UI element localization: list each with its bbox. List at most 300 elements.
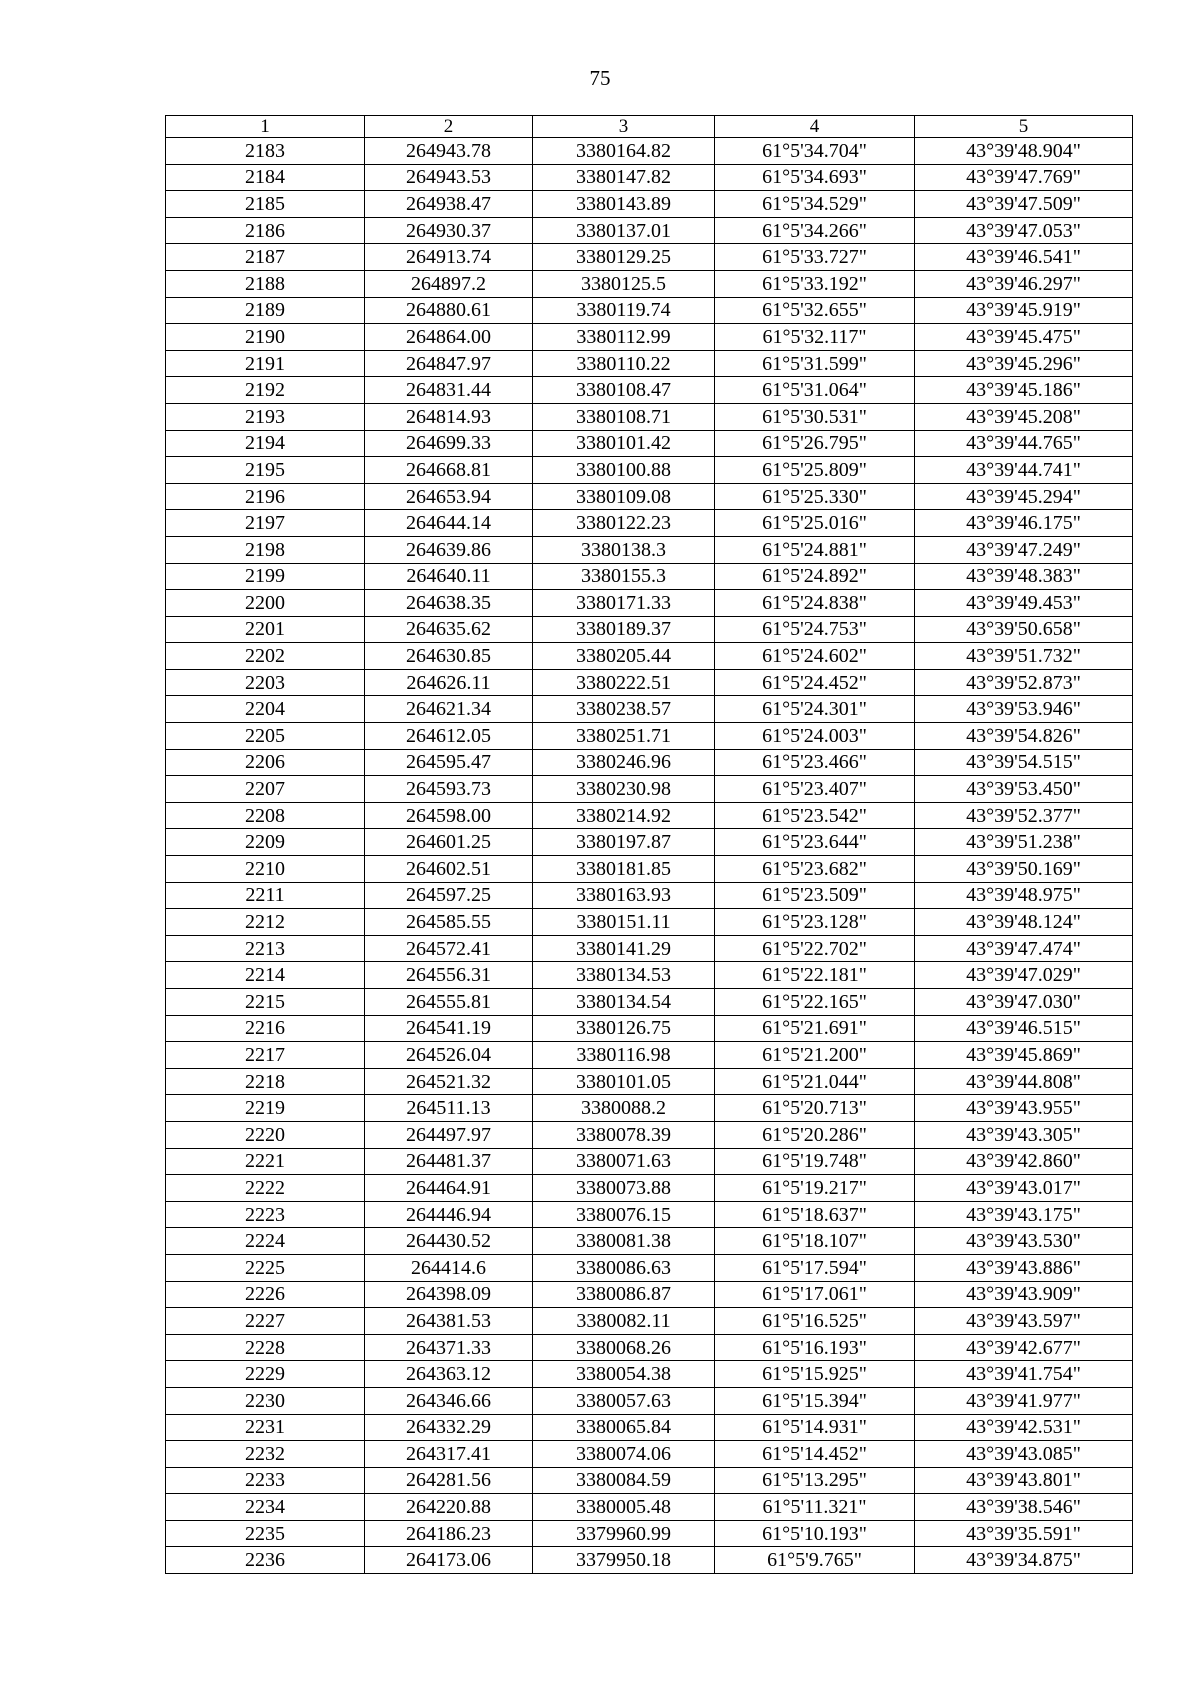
y-coordinate-cell: 3380119.74 <box>533 297 715 324</box>
y-coordinate-cell: 3380086.63 <box>533 1254 715 1281</box>
latitude-cell: 43°39'48.383" <box>915 563 1133 590</box>
point-number-cell: 2195 <box>166 457 365 484</box>
y-coordinate-cell: 3380181.85 <box>533 856 715 883</box>
latitude-cell: 43°39'43.801" <box>915 1467 1133 1494</box>
longitude-cell: 61°5'22.181" <box>715 962 915 989</box>
y-coordinate-cell: 3380088.2 <box>533 1095 715 1122</box>
table-row <box>166 164 1133 191</box>
point-number-cell: 2185 <box>166 191 365 218</box>
latitude-cell: 43°39'43.909" <box>915 1281 1133 1308</box>
point-number-cell: 2205 <box>166 723 365 750</box>
point-number-cell: 2191 <box>166 350 365 377</box>
table-row <box>166 802 1133 829</box>
column-header-5: 5 <box>915 116 1133 138</box>
x-coordinate-cell: 264446.94 <box>365 1201 533 1228</box>
latitude-cell: 43°39'48.124" <box>915 909 1133 936</box>
x-coordinate-cell: 264317.41 <box>365 1441 533 1468</box>
latitude-cell: 43°39'47.053" <box>915 217 1133 244</box>
y-coordinate-cell: 3380054.38 <box>533 1361 715 1388</box>
longitude-cell: 61°5'22.165" <box>715 989 915 1016</box>
point-number-cell: 2214 <box>166 962 365 989</box>
point-number-cell: 2213 <box>166 935 365 962</box>
y-coordinate-cell: 3380057.63 <box>533 1387 715 1414</box>
y-coordinate-cell: 3380084.59 <box>533 1467 715 1494</box>
y-coordinate-cell: 3380251.71 <box>533 723 715 750</box>
longitude-cell: 61°5'20.286" <box>715 1121 915 1148</box>
latitude-cell: 43°39'49.453" <box>915 590 1133 617</box>
table-row <box>166 909 1133 936</box>
longitude-cell: 61°5'31.599" <box>715 350 915 377</box>
x-coordinate-cell: 264555.81 <box>365 989 533 1016</box>
point-number-cell: 2194 <box>166 430 365 457</box>
y-coordinate-cell: 3380109.08 <box>533 483 715 510</box>
point-number-cell: 2210 <box>166 856 365 883</box>
x-coordinate-cell: 264526.04 <box>365 1042 533 1069</box>
latitude-cell: 43°39'45.919" <box>915 297 1133 324</box>
table-row <box>166 191 1133 218</box>
point-number-cell: 2217 <box>166 1042 365 1069</box>
longitude-cell: 61°5'24.452" <box>715 669 915 696</box>
x-coordinate-cell: 264597.25 <box>365 882 533 909</box>
table-row <box>166 217 1133 244</box>
latitude-cell: 43°39'44.741" <box>915 457 1133 484</box>
table-row <box>166 1281 1133 1308</box>
x-coordinate-cell: 264464.91 <box>365 1175 533 1202</box>
point-number-cell: 2192 <box>166 377 365 404</box>
longitude-cell: 61°5'33.727" <box>715 244 915 271</box>
y-coordinate-cell: 3380155.3 <box>533 563 715 590</box>
latitude-cell: 43°39'43.017" <box>915 1175 1133 1202</box>
table-row <box>166 430 1133 457</box>
latitude-cell: 43°39'34.875" <box>915 1547 1133 1574</box>
table-row <box>166 696 1133 723</box>
y-coordinate-cell: 3380238.57 <box>533 696 715 723</box>
point-number-cell: 2225 <box>166 1254 365 1281</box>
longitude-cell: 61°5'22.702" <box>715 935 915 962</box>
y-coordinate-cell: 3380116.98 <box>533 1042 715 1069</box>
latitude-cell: 43°39'51.238" <box>915 829 1133 856</box>
longitude-cell: 61°5'14.931" <box>715 1414 915 1441</box>
longitude-cell: 61°5'34.266" <box>715 217 915 244</box>
longitude-cell: 61°5'11.321" <box>715 1494 915 1521</box>
y-coordinate-cell: 3380108.71 <box>533 403 715 430</box>
y-coordinate-cell: 3380068.26 <box>533 1334 715 1361</box>
x-coordinate-cell: 264938.47 <box>365 191 533 218</box>
longitude-cell: 61°5'16.525" <box>715 1308 915 1335</box>
x-coordinate-cell: 264173.06 <box>365 1547 533 1574</box>
table-row <box>166 935 1133 962</box>
point-number-cell: 2193 <box>166 403 365 430</box>
table-row <box>166 457 1133 484</box>
x-coordinate-cell: 264541.19 <box>365 1015 533 1042</box>
point-number-cell: 2220 <box>166 1121 365 1148</box>
point-number-cell: 2236 <box>166 1547 365 1574</box>
y-coordinate-cell: 3380073.88 <box>533 1175 715 1202</box>
point-number-cell: 2230 <box>166 1387 365 1414</box>
x-coordinate-cell: 264220.88 <box>365 1494 533 1521</box>
y-coordinate-cell: 3380143.89 <box>533 191 715 218</box>
point-number-cell: 2206 <box>166 749 365 776</box>
x-coordinate-cell: 264363.12 <box>365 1361 533 1388</box>
longitude-cell: 61°5'10.193" <box>715 1520 915 1547</box>
y-coordinate-cell: 3380076.15 <box>533 1201 715 1228</box>
point-number-cell: 2222 <box>166 1175 365 1202</box>
y-coordinate-cell: 3380110.22 <box>533 350 715 377</box>
x-coordinate-cell: 264521.32 <box>365 1068 533 1095</box>
latitude-cell: 43°39'43.955" <box>915 1095 1133 1122</box>
x-coordinate-cell: 264585.55 <box>365 909 533 936</box>
point-number-cell: 2209 <box>166 829 365 856</box>
x-coordinate-cell: 264414.6 <box>365 1254 533 1281</box>
x-coordinate-cell: 264556.31 <box>365 962 533 989</box>
latitude-cell: 43°39'46.541" <box>915 244 1133 271</box>
latitude-cell: 43°39'45.296" <box>915 350 1133 377</box>
longitude-cell: 61°5'23.682" <box>715 856 915 883</box>
point-number-cell: 2211 <box>166 882 365 909</box>
point-number-cell: 2226 <box>166 1281 365 1308</box>
table-row <box>166 377 1133 404</box>
x-coordinate-cell: 264621.34 <box>365 696 533 723</box>
longitude-cell: 61°5'24.753" <box>715 616 915 643</box>
x-coordinate-cell: 264831.44 <box>365 377 533 404</box>
x-coordinate-cell: 264639.86 <box>365 536 533 563</box>
longitude-cell: 61°5'23.128" <box>715 909 915 936</box>
y-coordinate-cell: 3380071.63 <box>533 1148 715 1175</box>
y-coordinate-cell: 3380101.05 <box>533 1068 715 1095</box>
latitude-cell: 43°39'43.305" <box>915 1121 1133 1148</box>
longitude-cell: 61°5'17.061" <box>715 1281 915 1308</box>
y-coordinate-cell: 3380171.33 <box>533 590 715 617</box>
x-coordinate-cell: 264598.00 <box>365 802 533 829</box>
y-coordinate-cell: 3380197.87 <box>533 829 715 856</box>
point-number-cell: 2208 <box>166 802 365 829</box>
point-number-cell: 2202 <box>166 643 365 670</box>
latitude-cell: 43°39'42.860" <box>915 1148 1133 1175</box>
latitude-cell: 43°39'45.208" <box>915 403 1133 430</box>
table-body <box>166 138 1133 1574</box>
y-coordinate-cell: 3380134.53 <box>533 962 715 989</box>
longitude-cell: 61°5'21.691" <box>715 1015 915 1042</box>
longitude-cell: 61°5'23.509" <box>715 882 915 909</box>
longitude-cell: 61°5'31.064" <box>715 377 915 404</box>
x-coordinate-cell: 264281.56 <box>365 1467 533 1494</box>
y-coordinate-cell: 3380164.82 <box>533 138 715 165</box>
x-coordinate-cell: 264602.51 <box>365 856 533 883</box>
table-row <box>166 244 1133 271</box>
point-number-cell: 2221 <box>166 1148 365 1175</box>
coordinates-table <box>165 115 1133 1574</box>
x-coordinate-cell: 264943.53 <box>365 164 533 191</box>
longitude-cell: 61°5'32.655" <box>715 297 915 324</box>
latitude-cell: 43°39'47.769" <box>915 164 1133 191</box>
table-row <box>166 723 1133 750</box>
table-row <box>166 643 1133 670</box>
longitude-cell: 61°5'14.452" <box>715 1441 915 1468</box>
y-coordinate-cell: 3380141.29 <box>533 935 715 962</box>
point-number-cell: 2228 <box>166 1334 365 1361</box>
point-number-cell: 2187 <box>166 244 365 271</box>
table-row <box>166 776 1133 803</box>
longitude-cell: 61°5'13.295" <box>715 1467 915 1494</box>
table-row <box>166 138 1133 165</box>
latitude-cell: 43°39'35.591" <box>915 1520 1133 1547</box>
latitude-cell: 43°39'47.509" <box>915 191 1133 218</box>
x-coordinate-cell: 264814.93 <box>365 403 533 430</box>
y-coordinate-cell: 3380065.84 <box>533 1414 715 1441</box>
table-row <box>166 989 1133 1016</box>
latitude-cell: 43°39'45.475" <box>915 324 1133 351</box>
point-number-cell: 2189 <box>166 297 365 324</box>
longitude-cell: 61°5'34.529" <box>715 191 915 218</box>
x-coordinate-cell: 264511.13 <box>365 1095 533 1122</box>
longitude-cell: 61°5'23.542" <box>715 802 915 829</box>
table-row <box>166 1121 1133 1148</box>
latitude-cell: 43°39'44.765" <box>915 430 1133 457</box>
x-coordinate-cell: 264430.52 <box>365 1228 533 1255</box>
longitude-cell: 61°5'15.394" <box>715 1387 915 1414</box>
longitude-cell: 61°5'19.217" <box>715 1175 915 1202</box>
latitude-cell: 43°39'38.546" <box>915 1494 1133 1521</box>
y-coordinate-cell: 3380108.47 <box>533 377 715 404</box>
x-coordinate-cell: 264186.23 <box>365 1520 533 1547</box>
x-coordinate-cell: 264943.78 <box>365 138 533 165</box>
latitude-cell: 43°39'46.515" <box>915 1015 1133 1042</box>
point-number-cell: 2218 <box>166 1068 365 1095</box>
column-header-3: 3 <box>533 116 715 138</box>
latitude-cell: 43°39'43.886" <box>915 1254 1133 1281</box>
point-number-cell: 2204 <box>166 696 365 723</box>
longitude-cell: 61°5'23.407" <box>715 776 915 803</box>
latitude-cell: 43°39'43.085" <box>915 1441 1133 1468</box>
point-number-cell: 2197 <box>166 510 365 537</box>
table-row <box>166 1494 1133 1521</box>
table-row <box>166 1387 1133 1414</box>
latitude-cell: 43°39'47.474" <box>915 935 1133 962</box>
table-row <box>166 350 1133 377</box>
point-number-cell: 2235 <box>166 1520 365 1547</box>
point-number-cell: 2234 <box>166 1494 365 1521</box>
latitude-cell: 43°39'45.294" <box>915 483 1133 510</box>
longitude-cell: 61°5'9.765" <box>715 1547 915 1574</box>
y-coordinate-cell: 3380101.42 <box>533 430 715 457</box>
y-coordinate-cell: 3380074.06 <box>533 1441 715 1468</box>
table-row <box>166 1547 1133 1574</box>
longitude-cell: 61°5'20.713" <box>715 1095 915 1122</box>
point-number-cell: 2183 <box>166 138 365 165</box>
longitude-cell: 61°5'15.925" <box>715 1361 915 1388</box>
point-number-cell: 2190 <box>166 324 365 351</box>
longitude-cell: 61°5'33.192" <box>715 270 915 297</box>
latitude-cell: 43°39'47.249" <box>915 536 1133 563</box>
latitude-cell: 43°39'52.873" <box>915 669 1133 696</box>
x-coordinate-cell: 264635.62 <box>365 616 533 643</box>
x-coordinate-cell: 264595.47 <box>365 749 533 776</box>
x-coordinate-cell: 264371.33 <box>365 1334 533 1361</box>
table-row <box>166 1334 1133 1361</box>
latitude-cell: 43°39'43.175" <box>915 1201 1133 1228</box>
point-number-cell: 2224 <box>166 1228 365 1255</box>
table-row <box>166 1308 1133 1335</box>
table-row <box>166 1441 1133 1468</box>
latitude-cell: 43°39'42.531" <box>915 1414 1133 1441</box>
latitude-cell: 43°39'43.597" <box>915 1308 1133 1335</box>
longitude-cell: 61°5'21.044" <box>715 1068 915 1095</box>
longitude-cell: 61°5'23.466" <box>715 749 915 776</box>
column-header-1: 1 <box>166 116 365 138</box>
latitude-cell: 43°39'47.029" <box>915 962 1133 989</box>
y-coordinate-cell: 3379960.99 <box>533 1520 715 1547</box>
x-coordinate-cell: 264612.05 <box>365 723 533 750</box>
table-row <box>166 510 1133 537</box>
point-number-cell: 2199 <box>166 563 365 590</box>
x-coordinate-cell: 264398.09 <box>365 1281 533 1308</box>
table-row <box>166 882 1133 909</box>
longitude-cell: 61°5'18.107" <box>715 1228 915 1255</box>
latitude-cell: 43°39'41.754" <box>915 1361 1133 1388</box>
longitude-cell: 61°5'19.748" <box>715 1148 915 1175</box>
table-row <box>166 1414 1133 1441</box>
point-number-cell: 2219 <box>166 1095 365 1122</box>
x-coordinate-cell: 264640.11 <box>365 563 533 590</box>
y-coordinate-cell: 3380125.5 <box>533 270 715 297</box>
latitude-cell: 43°39'51.732" <box>915 643 1133 670</box>
table-row <box>166 1068 1133 1095</box>
y-coordinate-cell: 3380081.38 <box>533 1228 715 1255</box>
latitude-cell: 43°39'50.169" <box>915 856 1133 883</box>
table-row <box>166 1042 1133 1069</box>
table-row <box>166 1201 1133 1228</box>
y-coordinate-cell: 3380082.11 <box>533 1308 715 1335</box>
table-row <box>166 590 1133 617</box>
y-coordinate-cell: 3380126.75 <box>533 1015 715 1042</box>
latitude-cell: 43°39'54.515" <box>915 749 1133 776</box>
y-coordinate-cell: 3380112.99 <box>533 324 715 351</box>
point-number-cell: 2198 <box>166 536 365 563</box>
longitude-cell: 61°5'24.602" <box>715 643 915 670</box>
x-coordinate-cell: 264699.33 <box>365 430 533 457</box>
point-number-cell: 2203 <box>166 669 365 696</box>
latitude-cell: 43°39'43.530" <box>915 1228 1133 1255</box>
y-coordinate-cell: 3380163.93 <box>533 882 715 909</box>
y-coordinate-cell: 3380147.82 <box>533 164 715 191</box>
y-coordinate-cell: 3380005.48 <box>533 1494 715 1521</box>
longitude-cell: 61°5'23.644" <box>715 829 915 856</box>
longitude-cell: 61°5'17.594" <box>715 1254 915 1281</box>
x-coordinate-cell: 264864.00 <box>365 324 533 351</box>
table-row <box>166 270 1133 297</box>
y-coordinate-cell: 3380138.3 <box>533 536 715 563</box>
column-header-4: 4 <box>715 116 915 138</box>
table-row <box>166 536 1133 563</box>
x-coordinate-cell: 264880.61 <box>365 297 533 324</box>
y-coordinate-cell: 3380086.87 <box>533 1281 715 1308</box>
longitude-cell: 61°5'24.838" <box>715 590 915 617</box>
x-coordinate-cell: 264572.41 <box>365 935 533 962</box>
y-coordinate-cell: 3380129.25 <box>533 244 715 271</box>
longitude-cell: 61°5'21.200" <box>715 1042 915 1069</box>
table-row <box>166 1095 1133 1122</box>
y-coordinate-cell: 3380078.39 <box>533 1121 715 1148</box>
latitude-cell: 43°39'44.808" <box>915 1068 1133 1095</box>
table-row <box>166 563 1133 590</box>
latitude-cell: 43°39'47.030" <box>915 989 1133 1016</box>
y-coordinate-cell: 3380214.92 <box>533 802 715 829</box>
longitude-cell: 61°5'25.330" <box>715 483 915 510</box>
x-coordinate-cell: 264644.14 <box>365 510 533 537</box>
longitude-cell: 61°5'32.117" <box>715 324 915 351</box>
point-number-cell: 2184 <box>166 164 365 191</box>
point-number-cell: 2229 <box>166 1361 365 1388</box>
x-coordinate-cell: 264638.35 <box>365 590 533 617</box>
point-number-cell: 2212 <box>166 909 365 936</box>
x-coordinate-cell: 264497.97 <box>365 1121 533 1148</box>
longitude-cell: 61°5'24.301" <box>715 696 915 723</box>
column-header-2: 2 <box>365 116 533 138</box>
longitude-cell: 61°5'25.016" <box>715 510 915 537</box>
latitude-cell: 43°39'48.904" <box>915 138 1133 165</box>
point-number-cell: 2186 <box>166 217 365 244</box>
latitude-cell: 43°39'50.658" <box>915 616 1133 643</box>
latitude-cell: 43°39'46.175" <box>915 510 1133 537</box>
y-coordinate-cell: 3380222.51 <box>533 669 715 696</box>
longitude-cell: 61°5'16.193" <box>715 1334 915 1361</box>
x-coordinate-cell: 264381.53 <box>365 1308 533 1335</box>
longitude-cell: 61°5'24.892" <box>715 563 915 590</box>
header-row <box>166 116 1133 138</box>
table-row <box>166 616 1133 643</box>
y-coordinate-cell: 3380122.23 <box>533 510 715 537</box>
page-number: 75 <box>589 66 611 90</box>
x-coordinate-cell: 264930.37 <box>365 217 533 244</box>
latitude-cell: 43°39'48.975" <box>915 882 1133 909</box>
y-coordinate-cell: 3380189.37 <box>533 616 715 643</box>
longitude-cell: 61°5'34.693" <box>715 164 915 191</box>
point-number-cell: 2188 <box>166 270 365 297</box>
longitude-cell: 61°5'18.637" <box>715 1201 915 1228</box>
table-row <box>166 749 1133 776</box>
x-coordinate-cell: 264346.66 <box>365 1387 533 1414</box>
table-row <box>166 829 1133 856</box>
longitude-cell: 61°5'26.795" <box>715 430 915 457</box>
table-row <box>166 1148 1133 1175</box>
table-row <box>166 1228 1133 1255</box>
longitude-cell: 61°5'24.881" <box>715 536 915 563</box>
table-row <box>166 483 1133 510</box>
table-row <box>166 1520 1133 1547</box>
y-coordinate-cell: 3379950.18 <box>533 1547 715 1574</box>
table-row <box>166 1015 1133 1042</box>
latitude-cell: 43°39'53.450" <box>915 776 1133 803</box>
x-coordinate-cell: 264913.74 <box>365 244 533 271</box>
y-coordinate-cell: 3380205.44 <box>533 643 715 670</box>
y-coordinate-cell: 3380134.54 <box>533 989 715 1016</box>
latitude-cell: 43°39'46.297" <box>915 270 1133 297</box>
latitude-cell: 43°39'54.826" <box>915 723 1133 750</box>
x-coordinate-cell: 264481.37 <box>365 1148 533 1175</box>
table-row <box>166 669 1133 696</box>
y-coordinate-cell: 3380137.01 <box>533 217 715 244</box>
y-coordinate-cell: 3380246.96 <box>533 749 715 776</box>
x-coordinate-cell: 264847.97 <box>365 350 533 377</box>
longitude-cell: 61°5'25.809" <box>715 457 915 484</box>
x-coordinate-cell: 264332.29 <box>365 1414 533 1441</box>
x-coordinate-cell: 264601.25 <box>365 829 533 856</box>
point-number-cell: 2216 <box>166 1015 365 1042</box>
point-number-cell: 2223 <box>166 1201 365 1228</box>
table-row <box>166 1175 1133 1202</box>
x-coordinate-cell: 264593.73 <box>365 776 533 803</box>
longitude-cell: 61°5'24.003" <box>715 723 915 750</box>
